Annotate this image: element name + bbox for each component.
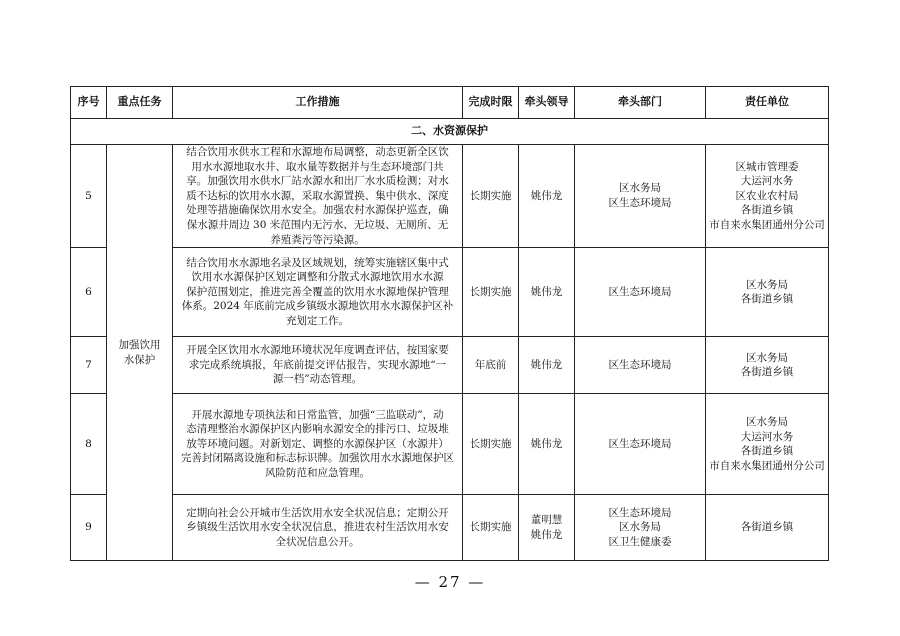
measure-cell-line: 结合饮用水水源地名录及区域规划，统筹实施辖区集中式: [186, 256, 449, 269]
measure-cell-line: 享。加强饮用水供水厂站水源水和出厂水水质检测；对水: [186, 175, 449, 188]
dept-cell-line: 区生态环境局: [608, 506, 672, 519]
table-row: [71, 337, 829, 394]
leader-cell: [519, 394, 575, 495]
table-row: [71, 394, 829, 495]
header-measure: 工作措施: [173, 87, 463, 119]
dept-cell-line: 区生态环境局: [608, 197, 672, 210]
table-row: [71, 248, 829, 337]
leader-cell-line: 姚伟龙: [530, 437, 563, 450]
measure-cell-line: 放等环境问题。对新划定、调整的水源保护区（水源井）: [186, 437, 449, 450]
measure-cell-line: 用水水源地取水井、取水量等数据并与生态环境部门共: [191, 160, 444, 173]
header-no: 序号: [71, 87, 107, 119]
units-cell-line: 区水务局: [746, 278, 788, 291]
units-cell-line: 各街道乡镇: [740, 521, 794, 534]
row-number: 5: [71, 145, 107, 248]
task-cell-line: 加强饮用: [118, 338, 161, 351]
header-leader: 牵头领导: [519, 87, 575, 119]
units-cell-line: 各街道乡镇: [740, 293, 794, 306]
units-cell: [706, 495, 829, 561]
header-task: 重点任务: [107, 87, 173, 119]
units-cell-line: 大运河水务: [740, 430, 794, 443]
dept-cell-line: 区生态环境局: [608, 358, 672, 371]
measure-cell-line: 结合饮用水供水工程和水源地布局调整，动态更新全区饮: [186, 146, 449, 158]
measure-cell-line: 开展全区饮用水水源地环境状况年度调查评估，按国家要: [186, 344, 449, 357]
units-cell-line: 市自来水集团通州分公司: [709, 459, 825, 472]
deadline-cell: 长期实施: [463, 145, 519, 248]
dept-cell-line: 区水务局: [619, 182, 661, 195]
units-cell-line: 区农业农村局: [735, 189, 799, 202]
table-row: [71, 495, 829, 561]
work-plan-table: [70, 86, 829, 561]
dept-cell: [575, 248, 706, 337]
dept-cell: [575, 145, 706, 248]
units-cell-line: 区水务局: [746, 351, 788, 364]
units-cell-line: 区水务局: [746, 415, 788, 428]
row-number: 8: [71, 394, 107, 495]
deadline-cell: 长期实施: [463, 394, 519, 495]
row-number: 6: [71, 248, 107, 337]
units-cell-line: 各街道乡镇: [740, 204, 794, 217]
row-number: 9: [71, 495, 107, 561]
units-cell-line: 各街道乡镇: [740, 445, 794, 458]
leader-cell: [519, 248, 575, 337]
task-cell-line: 水保护: [123, 353, 156, 366]
dept-cell-line: 区生态环境局: [608, 437, 672, 450]
measure-cell-line: 定期向社会公开城市生活饮用水安全状况信息；定期公开: [186, 506, 449, 519]
section-title: 二、水资源保护: [71, 119, 829, 145]
measure-cell-line: 开展水源地专项执法和日常监管，加强“三监联动”，动: [191, 408, 444, 421]
leader-cell: [519, 145, 575, 248]
measure-cell-line: 保护范围划定，推进完善全覆盖的饮用水水源地保护管理: [186, 285, 449, 298]
measure-cell-line: 态清理整治水源保护区内影响水源安全的排污口、垃圾堆: [186, 423, 449, 436]
measure-cell-line: 乡镇级生活饮用水安全状况信息，推进农村生活饮用水安: [186, 521, 449, 534]
header-dept: 牵头部门: [575, 87, 706, 119]
measure-cell-line: 养殖粪污等污染源。: [270, 233, 365, 246]
units-cell: [706, 337, 829, 394]
leader-cell-line: 姚伟龙: [530, 358, 563, 371]
header-row: [71, 87, 829, 119]
task-cell: [107, 145, 173, 561]
header-deadline: 完成时限: [463, 87, 519, 119]
table-row: [71, 145, 829, 248]
page-number: — 27 —: [414, 573, 486, 591]
units-cell: [706, 248, 829, 337]
measure-cell-line: 充划定工作。: [286, 315, 349, 328]
leader-cell: [519, 495, 575, 561]
deadline-cell: 长期实施: [463, 495, 519, 561]
header-units: 责任单位: [706, 87, 829, 119]
measure-cell: [173, 394, 463, 495]
dept-cell: [575, 394, 706, 495]
row-number: 7: [71, 337, 107, 394]
dept-cell-line: 区生态环境局: [608, 285, 672, 298]
measure-cell: [173, 145, 463, 248]
measure-cell-line: 完善封闭隔离设施和标志标识牌。加强饮用水水源地保护区: [181, 452, 454, 465]
dept-cell: [575, 337, 706, 394]
dept-cell-line: 区水务局: [619, 521, 661, 534]
measure-cell-line: 源一档”动态管理。: [272, 373, 363, 386]
units-cell: [706, 145, 829, 248]
measure-cell-line: 体系。2024 年底前完成乡镇级水源地饮用水水源保护区补: [181, 300, 454, 313]
measure-cell-line: 求完成系统填报，年底前提交评估报告，实现水源地“一: [188, 358, 447, 371]
units-cell-line: 大运河水务: [740, 175, 794, 188]
leader-cell: [519, 337, 575, 394]
leader-cell-line: 姚伟龙: [530, 528, 563, 541]
measure-cell-line: 保水源井周边 30 米范围内无污水、无垃圾、无厕所、无: [186, 218, 449, 231]
measure-cell: [173, 337, 463, 394]
leader-cell-line: 董明慧: [530, 514, 563, 527]
units-cell-line: 各街道乡镇: [740, 366, 794, 379]
units-cell: [706, 394, 829, 495]
dept-cell: [575, 495, 706, 561]
measure-cell: [173, 495, 463, 561]
measure-cell-line: 质不达标的饮用水水源，采取水源置换、集中供水、深度: [186, 189, 449, 202]
units-cell-line: 区城市管理委: [735, 160, 799, 173]
measure-cell-line: 全状况信息公开。: [275, 535, 360, 548]
deadline-cell: 年底前: [463, 337, 519, 394]
measure-cell-line: 处理等措施确保饮用水安全。加强农村水源保护巡查，确: [186, 204, 449, 217]
deadline-cell: 长期实施: [463, 248, 519, 337]
dept-cell-line: 区卫生健康委: [608, 535, 672, 548]
measure-cell: [173, 248, 463, 337]
leader-cell-line: 姚伟龙: [530, 285, 563, 298]
leader-cell-line: 姚伟龙: [530, 189, 563, 202]
section-row: [71, 119, 829, 145]
measure-cell-line: 风险防范和应急管理。: [265, 467, 370, 480]
units-cell-line: 市自来水集团通州分公司: [709, 218, 825, 231]
measure-cell-line: 饮用水水源保护区划定调整和分散式水源地饮用水水源: [191, 271, 444, 284]
